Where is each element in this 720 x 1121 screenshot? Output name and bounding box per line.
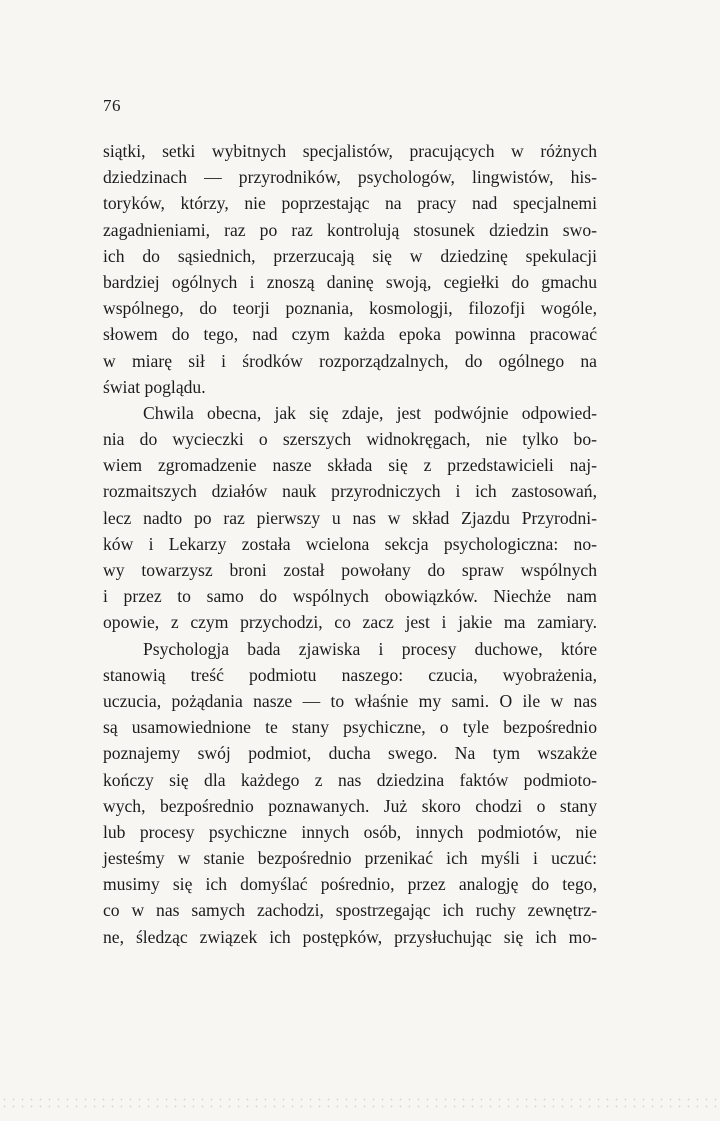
text-line: wy towarzysz broni został powołany do spraw wspólnych [103,560,597,580]
text-line: Chwila obecna, jak się zdaje, jest podwójnie odpowied- [143,402,597,423]
text-line: poznajemy swój podmiot, ducha swego. Na tym wszakże [103,743,597,764]
text-line: i przez to samo do wspólnych obowiązków. Niechże nam [103,586,597,607]
text-line: rozmaitszych działów nauk przyrodniczych i ich zastosowań, [103,481,597,502]
text-line: świat poglądu. [103,376,206,397]
text-line: słowem do tego, nad czym każda epoka powinna pracować [103,324,597,345]
text-line: ne, śledząc związek ich postępków, przysłuchując się ich mo- [103,926,597,947]
text-line: musimy się ich domyślać pośrednio, przez analogję do tego, [103,874,597,895]
text-line: lub procesy psychiczne innych osób, innych podmiotów, nie [103,821,597,842]
text-line: kończy się dla każdego z nas dziedzina faktów podmioto- [103,769,597,790]
text-line: uczucia, pożądania nasze — to właśnie my sami. O ile w nas [103,690,597,711]
text-line: Psychologja bada zjawiska i procesy duchowe, które [143,638,597,659]
text-line: ków i Lekarzy została wcielona sekcja psychologiczna: no- [103,533,597,554]
text-line: opowie, z czym przychodzi, co zacz jest i jakie ma zamiary. [103,612,597,633]
text-line: lecz nadto po raz pierwszy u nas w skład Zjazdu Przyrodni- [103,507,597,528]
text-line: bardziej ogólnych i znoszą daninę swoją, cegiełki do gmachu [103,271,597,292]
text-line: co w nas samych zachodzi, spostrzegając ich ruchy zewnętrz- [103,900,597,921]
text-line: zagadnieniami, raz po raz kontrolują stosunek dziedzin swo- [103,219,597,240]
text-line: toryków, którzy, nie poprzestając na pracy nad specjalnemi [103,193,597,214]
text-line: stanowią treść podmiotu naszego: czucia, wyobrażenia, [103,664,597,685]
text-line: wiem zgromadzenie nasze składa się z przedstawicieli naj- [103,455,597,476]
text-line: wspólnego, do teorji poznania, kosmologji, filozofji wogóle, [103,298,597,319]
page-number: 76 [103,96,121,115]
text-line: jesteśmy w stanie bezpośrednio przenikać ich myśli i uczuć: [103,848,597,869]
text-line: w miarę sił i środków rozporządzalnych, do ogólnego na [103,350,597,371]
text-line: ich do sąsiednich, przerzucają się w dziedzinę spekulacji [103,245,597,266]
text-line: siątki, setki wybitnych specjalistów, pracujących w różnych [103,141,597,161]
paper-edge-specks [0,1096,720,1108]
text-line: nia do wycieczki o szerszych widnokręgach, nie tylko bo- [103,429,597,450]
text-line: są usamowiednione te stany psychiczne, o tyle bezpośrednio [103,717,597,738]
text-line: dziedzinach — przyrodników, psychologów, lingwistów, his- [103,167,597,188]
body-text [103,138,597,950]
text-line: wych, bezpośrednio poznawanych. Już skoro chodzi o stany [103,795,597,816]
